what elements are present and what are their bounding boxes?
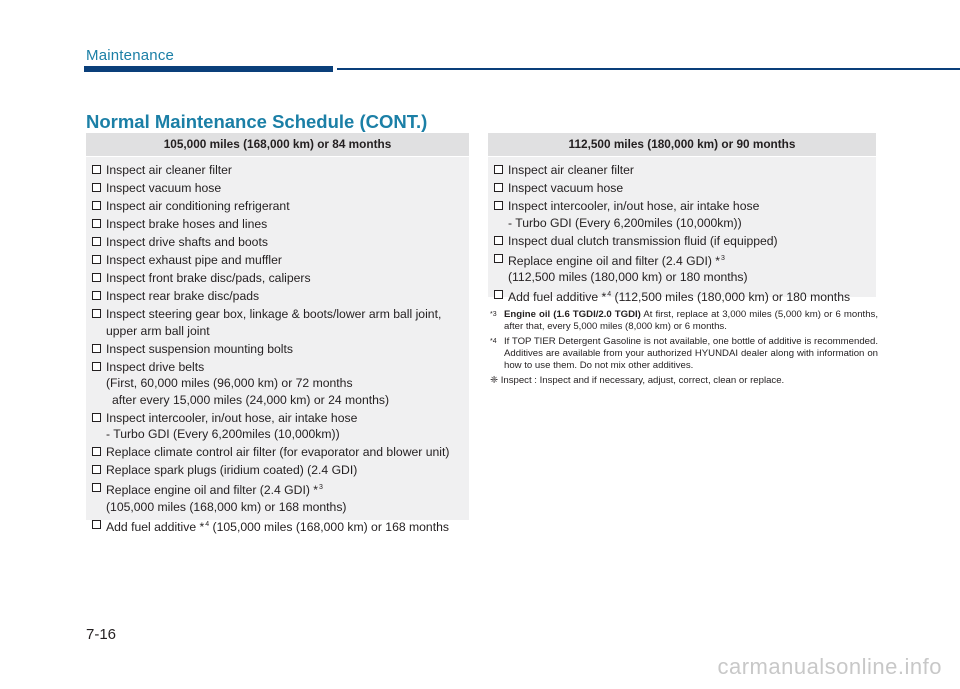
list-item: Replace engine oil and filter (2.4 GDI) *$^3$ (112,500 miles (180,000 km) or 180 months): [494, 251, 876, 286]
panel-heading: 112,500 miles (180,000 km) or 90 months: [488, 133, 876, 157]
checkbox-icon: [92, 447, 101, 456]
list-item: Inspect dual clutch transmission fluid (if equipped): [494, 233, 876, 250]
checkbox-icon: [494, 236, 503, 245]
schedule-panel-112k: [488, 133, 876, 304]
list-item: Inspect rear brake disc/pads: [92, 288, 469, 305]
list-item: Inspect steering gear box, linkage & boots/lower arm ball joint, upper arm ball joint: [92, 306, 469, 339]
checkbox-icon: [494, 201, 503, 210]
page-number: 7-16: [86, 626, 117, 643]
checkbox-icon: [494, 254, 503, 263]
checkbox-icon: [92, 309, 101, 318]
section-label: Maintenance: [86, 47, 175, 64]
checkbox-icon: [92, 183, 101, 192]
checklist: [488, 157, 876, 306]
panel-heading: 105,000 miles (168,000 km) or 84 months: [86, 133, 469, 157]
list-item: Inspect air cleaner filter: [92, 162, 469, 179]
list-item: Replace climate control air filter (for evaporator and blower unit): [92, 444, 469, 461]
watermark: carmanualsonline.info: [717, 654, 942, 679]
footnote-4: *4 If TOP TIER Detergent Gasoline is not available, one bottle of additive is recommended. Additives are available from your authorized HYUNDAI dealer along with information on how to use them. Do not mix other additives.: [490, 336, 878, 371]
list-item: Inspect air cleaner filter: [494, 162, 876, 179]
header-bar: [84, 66, 333, 72]
checklist: [86, 157, 469, 535]
checkbox-icon: [92, 344, 101, 353]
list-item: Inspect intercooler, in/out hose, air intake hose - Turbo GDI (Every 6,200miles (10,000km)): [92, 410, 469, 443]
list-item: Inspect drive belts (First, 60,000 miles (96,000 km) or 72 months after every 15,000 miles (24,000 km) or 24 months): [92, 359, 469, 409]
header-rule: [337, 68, 960, 70]
list-item: Inspect drive shafts and boots: [92, 234, 469, 251]
footnotes: [490, 309, 878, 387]
checkbox-icon: [92, 165, 101, 174]
list-item: Inspect air conditioning refrigerant: [92, 198, 469, 215]
page-title: Normal Maintenance Schedule (CONT.): [86, 111, 428, 132]
list-item: Inspect exhaust pipe and muffler: [92, 252, 469, 269]
list-item: Inspect front brake disc/pads, calipers: [92, 270, 469, 287]
checkbox-icon: [92, 291, 101, 300]
checkbox-icon: [494, 290, 503, 299]
list-item: Replace engine oil and filter (2.4 GDI) *$^3$ (105,000 miles (168,000 km) or 168 months): [92, 480, 469, 515]
checkbox-icon: [92, 520, 101, 529]
list-item: Inspect vacuum hose: [92, 180, 469, 197]
checkbox-icon: [92, 201, 101, 210]
checkbox-icon: [92, 237, 101, 246]
checkbox-icon: [92, 219, 101, 228]
list-item: Add fuel additive *$^4$ (105,000 miles (168,000 km) or 168 months: [92, 517, 469, 536]
list-item: Inspect vacuum hose: [494, 180, 876, 197]
checkbox-icon: [494, 183, 503, 192]
checkbox-icon: [92, 273, 101, 282]
list-item: Inspect intercooler, in/out hose, air intake hose - Turbo GDI (Every 6,200miles (10,000km)): [494, 198, 876, 231]
list-item: Replace spark plugs (iridium coated) (2.4 GDI): [92, 462, 469, 479]
checkbox-icon: [92, 483, 101, 492]
checkbox-icon: [92, 362, 101, 371]
list-item: Inspect brake hoses and lines: [92, 216, 469, 233]
checkbox-icon: [92, 255, 101, 264]
inspect-legend: ❈ Inspect : Inspect and if necessary, adjust, correct, clean or replace.: [490, 375, 785, 386]
list-item: Inspect suspension mounting bolts: [92, 341, 469, 358]
checkbox-icon: [494, 165, 503, 174]
footnote-3: *3 Engine oil (1.6 TGDI/2.0 TGDI) At first, replace at 3,000 miles (5,000 km) or 6 months, after that, every 5,000 miles (8,000 km) or 6 months.: [490, 309, 878, 332]
list-item: Add fuel additive *$^4$ (112,500 miles (180,000 km) or 180 months: [494, 287, 876, 306]
checkbox-icon: [92, 465, 101, 474]
checkbox-icon: [92, 413, 101, 422]
schedule-panel-105k: [86, 133, 469, 534]
